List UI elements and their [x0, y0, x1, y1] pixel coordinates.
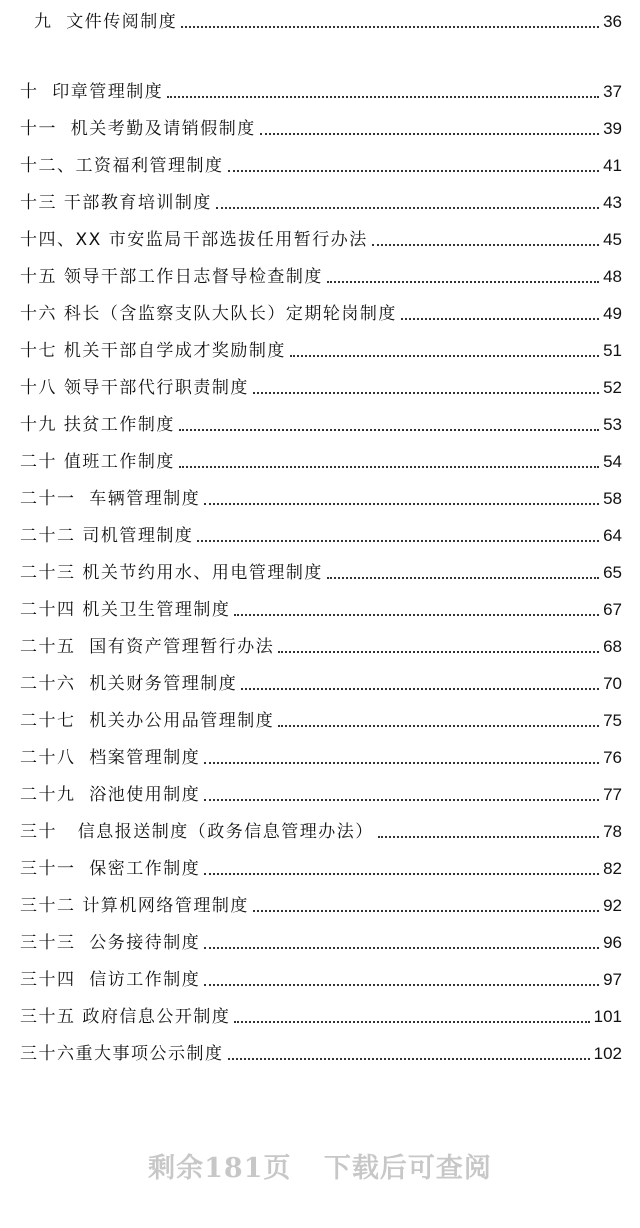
toc-entry-page: 49 — [603, 304, 622, 323]
toc-entry-title: 九 文件传阅制度 — [34, 12, 178, 32]
toc-leader-dots — [228, 1058, 590, 1060]
toc-entry[interactable] — [20, 74, 622, 104]
toc-entry-page: 76 — [603, 748, 622, 767]
toc-entry[interactable] — [20, 518, 622, 548]
toc-entry-title: 十二、工资福利管理制度 — [20, 156, 224, 176]
toc-leader-dots — [204, 762, 599, 764]
toc-entry[interactable] — [20, 703, 622, 733]
toc-entry-title: 十九 扶贫工作制度 — [20, 415, 175, 435]
toc-entry-page: 67 — [603, 600, 622, 619]
toc-entry[interactable] — [20, 111, 622, 141]
toc-entry[interactable] — [20, 666, 622, 696]
toc-entry-title: 三十 信息报送制度（政务信息管理办法） — [20, 822, 374, 842]
toc-entry[interactable] — [20, 148, 622, 178]
toc-entry-title: 十一 机关考勤及请销假制度 — [20, 119, 256, 139]
toc-entry-page: 53 — [603, 415, 622, 434]
toc-entry[interactable] — [20, 555, 622, 585]
toc-entry[interactable] — [20, 296, 622, 326]
toc-entry-title: 二十一 车辆管理制度 — [20, 489, 201, 509]
toc-entry-title: 二十 值班工作制度 — [20, 452, 175, 472]
toc-leader-dots — [401, 318, 599, 320]
toc-entry[interactable] — [20, 444, 622, 474]
toc-leader-dots — [179, 466, 599, 468]
toc-entry-page: 39 — [603, 119, 622, 138]
toc-entry[interactable] — [20, 370, 622, 400]
toc-entry[interactable] — [20, 888, 622, 918]
toc-entry[interactable] — [20, 851, 622, 881]
toc-leader-dots — [234, 1021, 589, 1023]
toc-entry-title: 三十三 公务接待制度 — [20, 933, 201, 953]
toc-leader-dots — [327, 577, 599, 579]
toc-entry-title: 二十七 机关办公用品管理制度 — [20, 711, 275, 731]
toc-entry-title: 十 印章管理制度 — [20, 82, 164, 102]
toc-entry[interactable] — [34, 4, 622, 34]
toc-leader-dots — [234, 614, 599, 616]
toc-entry-page: 58 — [603, 489, 622, 508]
toc-leader-dots — [197, 540, 599, 542]
toc-leader-dots — [260, 133, 599, 135]
toc-entry-title: 二十九 浴池使用制度 — [20, 785, 201, 805]
toc-leader-dots — [204, 984, 599, 986]
toc-entry-page: 97 — [603, 970, 622, 989]
toc-entry[interactable] — [20, 592, 622, 622]
toc-entry[interactable] — [20, 407, 622, 437]
toc-entry[interactable] — [20, 333, 622, 363]
toc-entry-title: 十七 机关干部自学成才奖励制度 — [20, 341, 286, 361]
toc-entry[interactable] — [20, 925, 622, 955]
toc-leader-dots — [204, 947, 599, 949]
toc-entry-page: 75 — [603, 711, 622, 730]
toc-leader-dots — [204, 799, 599, 801]
toc-entry-page: 45 — [603, 230, 622, 249]
toc-entry-title: 十六 科长（含监察支队大队长）定期轮岗制度 — [20, 304, 397, 324]
toc-leader-dots — [278, 725, 599, 727]
toc-entry-page: 96 — [603, 933, 622, 952]
toc-entry-page: 43 — [603, 193, 622, 212]
toc-entry-page: 101 — [593, 1007, 622, 1026]
toc-entry-page: 41 — [603, 156, 622, 175]
toc-entry[interactable] — [20, 222, 622, 252]
toc-entry-page: 52 — [603, 378, 622, 397]
toc-leader-dots — [228, 170, 600, 172]
toc-entry-page: 54 — [603, 452, 622, 471]
toc-entry-page: 36 — [603, 12, 622, 31]
toc-entry-title: 十八 领导干部代行职责制度 — [20, 378, 249, 398]
toc-leader-dots — [216, 207, 599, 209]
toc-entry[interactable] — [20, 481, 622, 511]
toc-entry-title: 十四、XX 市安监局干部选拔任用暂行办法 — [20, 230, 368, 250]
toc-leader-dots — [253, 910, 599, 912]
toc-leader-dots — [167, 96, 599, 98]
toc-entry[interactable] — [20, 1036, 622, 1066]
toc-entry-title: 三十二 计算机网络管理制度 — [20, 896, 249, 916]
toc-entry-page: 78 — [603, 822, 622, 841]
toc-entry-title: 三十六重大事项公示制度 — [20, 1044, 224, 1064]
toc-entry-title: 二十四 机关卫生管理制度 — [20, 600, 231, 620]
toc-entry-title: 十五 领导干部工作日志督导检查制度 — [20, 267, 323, 287]
toc-leader-dots — [204, 873, 599, 875]
toc-entry-page: 68 — [603, 637, 622, 656]
toc-entry-page: 65 — [603, 563, 622, 582]
toc-entry-title: 十三 干部教育培训制度 — [20, 193, 212, 213]
toc-entry[interactable] — [20, 999, 622, 1029]
toc-leader-dots — [278, 651, 599, 653]
toc-entry[interactable] — [20, 185, 622, 215]
toc-entry-title: 二十五 国有资产管理暂行办法 — [20, 637, 275, 657]
toc-entry-page: 64 — [603, 526, 622, 545]
toc-entry-title: 二十六 机关财务管理制度 — [20, 674, 238, 694]
toc-entry[interactable] — [20, 814, 622, 844]
toc-entry-page: 102 — [593, 1044, 622, 1063]
toc-leader-dots — [378, 836, 599, 838]
toc-leader-dots — [181, 26, 599, 28]
toc-entry-title: 三十一 保密工作制度 — [20, 859, 201, 879]
toc-entry[interactable] — [20, 259, 622, 289]
toc-entry[interactable] — [20, 777, 622, 807]
toc-entry[interactable] — [20, 740, 622, 770]
toc-entry[interactable] — [20, 962, 622, 992]
toc-leader-dots — [290, 355, 599, 357]
toc-leader-dots — [204, 503, 599, 505]
toc-leader-dots — [241, 688, 599, 690]
remaining-pages-notice: 剩余181页 下载后可查阅 — [148, 1153, 492, 1184]
toc-leader-dots — [179, 429, 599, 431]
toc-entry[interactable] — [20, 629, 622, 659]
toc-entry-page: 70 — [603, 674, 622, 693]
toc-entry-page: 82 — [603, 859, 622, 878]
toc-entry-page: 51 — [603, 341, 622, 360]
toc-leader-dots — [253, 392, 599, 394]
toc-entry-title: 二十三 机关节约用水、用电管理制度 — [20, 563, 323, 583]
toc-entry-page: 77 — [603, 785, 622, 804]
toc-entry-title: 二十二 司机管理制度 — [20, 526, 194, 546]
toc-leader-dots — [327, 281, 599, 283]
toc-entry-page: 92 — [603, 896, 622, 915]
toc-entry-page: 48 — [603, 267, 622, 286]
toc-entry-page: 37 — [603, 82, 622, 101]
toc-entry-title: 二十八 档案管理制度 — [20, 748, 201, 768]
toc-leader-dots — [372, 244, 599, 246]
toc-entry-title: 三十五 政府信息公开制度 — [20, 1007, 231, 1027]
toc-entry-title: 三十四 信访工作制度 — [20, 970, 201, 990]
